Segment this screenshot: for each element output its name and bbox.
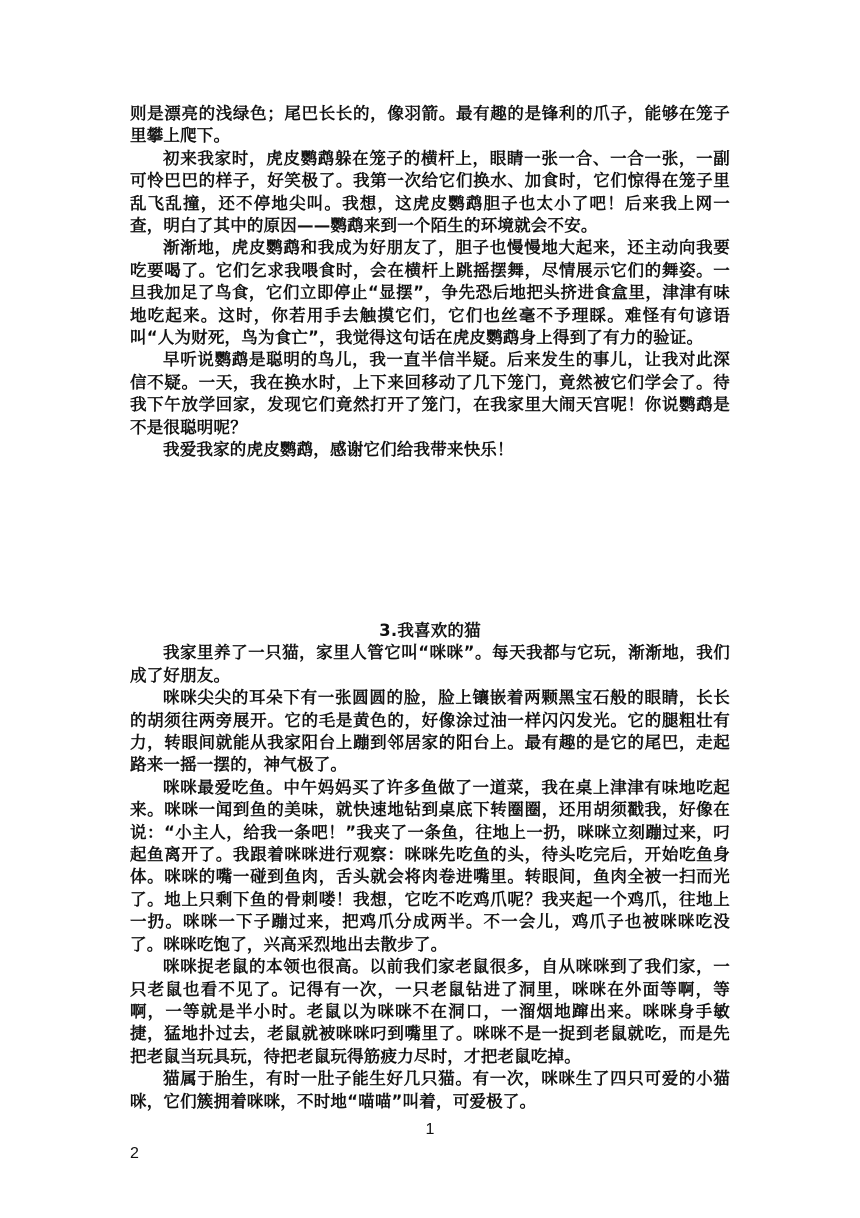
section-cat-essay: [130, 620, 730, 1113]
paragraph: 早听说鹦鹉是聪明的鸟儿，我一直半信半疑。后来发生的事儿，让我对此深信不疑。一天，我在换水时，上下来回移动了几下笼门，竟然被它们学会了。待我下午放学回家，发现它们竟然打开了笼门，在我家里大闹天宫呢！你说鹦鹉是不是很聪明呢？: [130, 350, 730, 437]
section-title: 3.我喜欢的猫: [379, 621, 481, 640]
paragraph: 咪咪捉老鼠的本领也很高。以前我们家老鼠很多，自从咪咪到了我们家，一只老鼠也看不见了。记得有一次，一只老鼠钻进了洞里，咪咪在外面等啊，等啊，一等就是半小时。老鼠以为咪咪不在洞口，一溜烟地蹿出来。咪咪身手敏捷，猛地扑过去，老鼠就被咪咪叼到嘴里了。咪咪不是一捉到老鼠就吃，而是先把老鼠当玩具玩，待把老鼠玩得筋疲力尽时，才把老鼠吃掉。: [130, 957, 730, 1066]
paragraph: 我家里养了一只猫，家里人管它叫“咪咪”。每天我都与它玩，渐渐地，我们成了好朋友。: [130, 643, 730, 685]
section-parrot-essay: [130, 103, 730, 462]
paragraph: 咪咪尖尖的耳朵下有一张圆圆的脸，脸上镶嵌着两颗黑宝石般的眼睛，长长的胡须往两旁展开。它的毛是黄色的，好像涂过油一样闪闪发光。它的腿粗壮有力，转眼间就能从我家阳台上蹦到邻居家的阳台上。最有趣的是它的尾巴，走起路来一摇一摆的，神气极了。: [130, 688, 730, 775]
paragraph: 猫属于胎生，有时一肚子能生好几只猫。有一次，咪咪生了四只可爱的小猫咪，它们簇拥着咪咪，不时地“喵喵”叫着，可爱极了。: [130, 1069, 730, 1111]
paragraph: 则是漂亮的浅绿色；尾巴长长的，像羽箭。最有趣的是锋利的爪子，能够在笼子里攀上爬下。: [130, 104, 730, 146]
paragraph: 咪咪最爱吃鱼。中午妈妈买了许多鱼做了一道菜，我在桌上津津有味地吃起来。咪咪一闻到鱼的美味，就快速地钻到桌底下转圈圈，还用胡须戳我，好像在说：“小主人，给我一条吧！”我夹了一条鱼，往地上一扔，咪咪立刻蹦过来，叼起鱼离开了。我跟着咪咪进行观察：咪咪先吃鱼的头，待头吃完后，开始吃鱼身体。咪咪的嘴一碰到鱼肉，舌头就会将肉卷进嘴里。转眼间，鱼肉全被一扫而光了。地上只剩下鱼的骨刺喽！我想，它吃不吃鸡爪呢？我夹起一个鸡爪，往地上一扔。咪咪一下子蹦过来，把鸡爪分成两半。不一会儿，鸡爪子也被咪咪吃没了。咪咪吃饱了，兴高采烈地出去散步了。: [130, 777, 730, 954]
paragraph: 我爱我家的虎皮鹦鹉，感谢它们给我带来快乐！: [163, 440, 514, 460]
page-number: 1: [425, 1121, 435, 1138]
paragraph: 初来我家时，虎皮鹦鹉躲在笼子的横杆上，眼睛一张一合、一合一张，一副可怜巴巴的样子，好笑极了。我第一次给它们换水、加食时，它们惊得在笼子里乱飞乱撞，还不停地尖叫。我想，这虎皮鹦鹉胆子也太小了吧！后来我上网一查，明白了其中的原因——鹦鹉来到一个陌生的环境就会不安。: [130, 148, 730, 236]
paragraph: 渐渐地，虎皮鹦鹉和我成为好朋友了，胆子也慢慢地大起来，还主动向我要吃要喝了。它们乞求我喂食时，会在横杆上跳摇摆舞，尽情展示它们的舞姿。一旦我加足了鸟食，它们立即停止“显摆”，争先恐后地把头挤进食盒里，津津有味地吃起来。这时，你若用手去触摸它们，它们也丝毫不予理睬。难怪有句谚语叫“人为财死，鸟为食亡”，我觉得这句话在虎皮鹦鹉身上得到了有力的验证。: [130, 238, 730, 348]
page-number-secondary: 2: [130, 1145, 139, 1162]
